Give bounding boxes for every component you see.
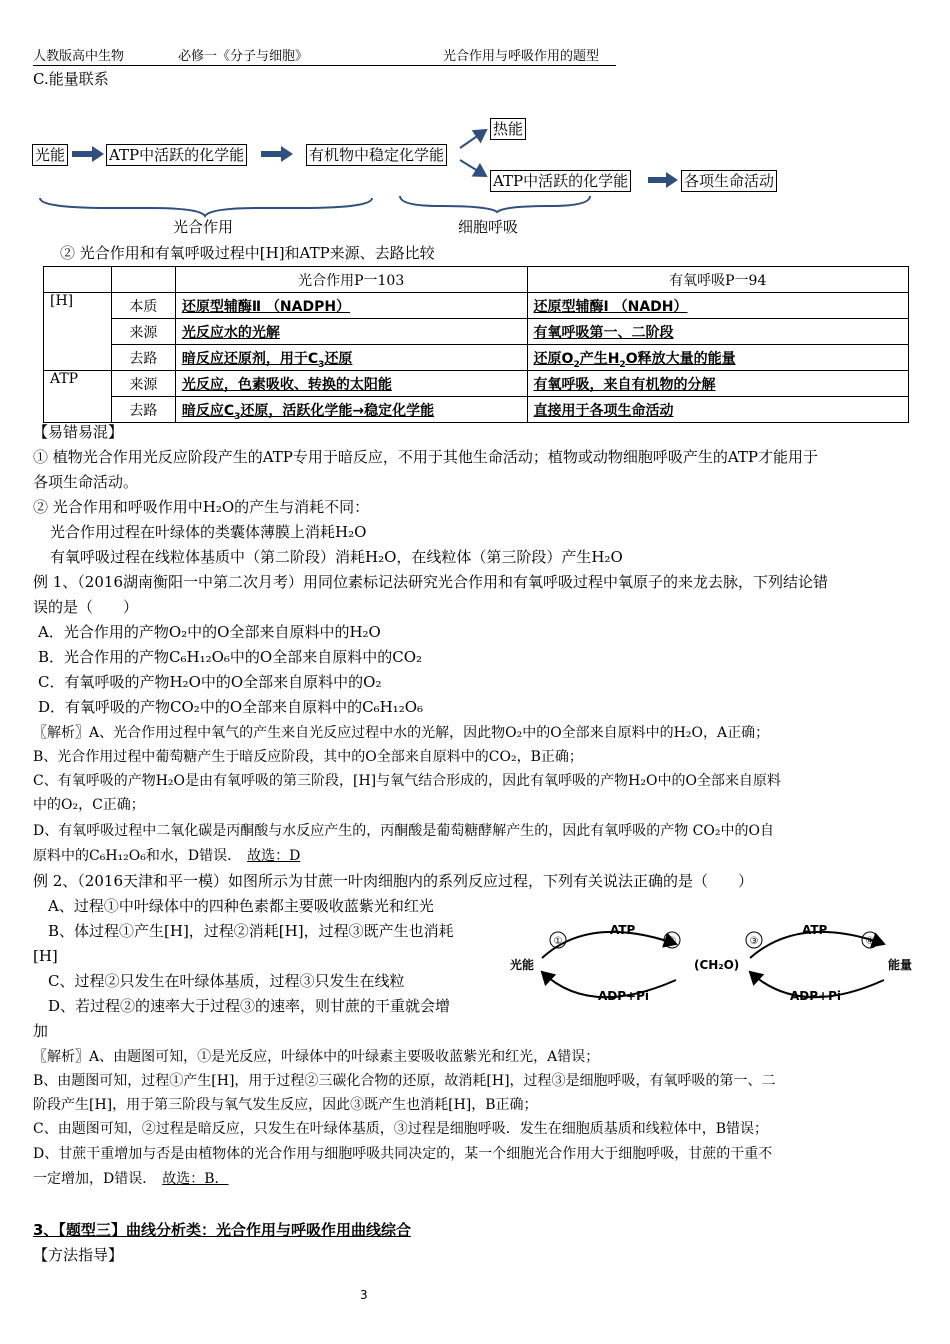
ex1-solution-1: 〖解析〗A、光合作用过程中氧气的产生来自光反应过程中水的光解，因此物O₂中的O全部来自原料中的H₂O，A正确； xyxy=(33,725,770,741)
diagram-step-4: ④ xyxy=(865,936,875,947)
diagram-energy: 能量 xyxy=(888,958,913,972)
ex2-solution-6: 一定增加，D错误． xyxy=(33,1171,157,1187)
ex2-solution-4: C、由题图可知，②过程是暗反应，只发生在叶绿体基质，③过程是细胞呼吸．发生在细胞质基质和线粒体中，B错误； xyxy=(33,1121,768,1137)
flow-arrow-2 xyxy=(261,146,293,162)
row-nature-label: 本质 xyxy=(111,293,175,319)
col-respiration: 有氧呼吸P一94 xyxy=(527,267,908,293)
header-rule xyxy=(33,65,616,66)
ex2-option-b2: [H] xyxy=(33,947,58,965)
ex1-option-b: B．光合作用的产物C₆H₁₂O₆中的O全部来自原料中的CO₂ xyxy=(38,648,423,666)
flow-arrows xyxy=(0,100,950,220)
row-atp-source-label: 来源 xyxy=(111,371,175,397)
diagram-atp-2: ATP xyxy=(802,923,828,937)
diagram-adp-2: ADP+Pi xyxy=(790,989,842,1003)
ex1-solution-4: 中的O₂，C正确； xyxy=(33,797,145,813)
ex2-option-b1: B、体过程①产生[H]，过程②消耗[H]，过程③既产生也消耗 xyxy=(48,922,454,940)
confuse-p1a: ① 植物光合作用光反应阶段产生的ATP专用于暗反应，不用于其他生命活动；植物或动物细胞呼吸产生的ATP才能用于 xyxy=(33,448,818,466)
row-source-label: 来源 xyxy=(111,319,175,345)
comparison-table xyxy=(43,266,909,423)
ex2-option-d1: D、若过程②的速率大于过程③的速率，则甘蔗的干重就会增 xyxy=(48,997,451,1015)
h-nature-resp: 还原型辅酶Ⅰ （NADH） xyxy=(527,293,908,319)
h-source-photo: 光反应水的光解 xyxy=(175,319,527,345)
header-book: 人教版高中生物 xyxy=(33,49,125,64)
flow-heat-box: 热能 xyxy=(490,118,526,140)
table-row xyxy=(44,293,909,319)
ex2-solution-1: 〖解析〗A、由题图可知，①是光反应，叶绿体中的叶绿素主要吸收蓝紫光和红光，A错误； xyxy=(33,1049,600,1065)
diagram-step-3: ③ xyxy=(749,936,759,947)
table-row xyxy=(44,397,909,423)
flow-arrow-3 xyxy=(648,172,678,188)
atp-source-photo: 光反应，色素吸收、转换的太阳能 xyxy=(175,371,527,397)
h-source-resp: 有氧呼吸第一、二阶段 xyxy=(527,319,908,345)
ex1-option-a: A．光合作用的产物O₂中的O全部来自原料中的H₂O xyxy=(38,623,381,641)
ex1-solution-6: 原料中的C₆H₁₂O₆和水，D错误． xyxy=(33,848,242,864)
ex2-solution-5: D、甘蔗干重增加与否是由植物体的光合作用与细胞呼吸共同决定的，某一个细胞光合作用大于细胞呼吸，甘蔗的干重不 xyxy=(33,1146,773,1162)
ex2-answer: 故选：B． xyxy=(162,1171,229,1187)
col-photosynthesis: 光合作用P一103 xyxy=(175,267,527,293)
table-row xyxy=(44,345,909,371)
page-number: 3 xyxy=(360,1288,368,1302)
row-dest-label: 去路 xyxy=(111,345,175,371)
table-row xyxy=(44,267,909,293)
table-row xyxy=(44,371,909,397)
header-volume: 必修一《分子与细胞》 xyxy=(178,49,309,64)
table-row xyxy=(44,319,909,345)
flow-atp-box: ATP中活跃的化学能 xyxy=(106,144,247,166)
confuse-p3: 光合作用过程在叶绿体的类囊体薄膜上消耗H₂O xyxy=(50,523,367,541)
type3-title: 3、【题型三】曲线分析类：光合作用与呼吸作用曲线综合 xyxy=(33,1221,411,1239)
flow-atp2-box: ATP中活跃的化学能 xyxy=(490,170,631,192)
atp-source-resp: 有氧呼吸，来自有机物的分解 xyxy=(527,371,908,397)
confuse-title: 【易错易混】 xyxy=(33,423,124,441)
ex2-option-a: A、过程①中叶绿体中的四种色素都主要吸收蓝紫光和红光 xyxy=(48,897,434,915)
ex1-option-c: C．有氧呼吸的产物H₂O中的O全部来自原料中的O₂ xyxy=(38,673,382,691)
ex1-solution-2: B、光合作用过程中葡萄糖产生于暗反应阶段，其中的O全部来自原料中的CO₂，B正确； xyxy=(33,749,583,765)
row-atp-dest-label: 去路 xyxy=(111,397,175,423)
ex1-question-2: 误的是（ ） xyxy=(33,598,139,616)
row-h-label: [H] xyxy=(44,293,112,371)
ex1-answer: 故选：D xyxy=(247,848,301,864)
reaction-diagram xyxy=(500,918,920,1018)
diagram-step-1: ① xyxy=(553,936,563,947)
ex1-option-d: D．有氧呼吸的产物CO₂中的O全部来自原料中的C₆H₁₂O₆ xyxy=(38,698,424,716)
h-nature-photo: 还原型辅酶Ⅱ （NADPH） xyxy=(175,293,527,319)
confuse-p1b: 各项生命活动。 xyxy=(33,473,139,491)
atp-dest-photo: 暗反应$C_3$还原，活跃化学能→稳定化学能 xyxy=(175,397,527,423)
flow-respiration-label: 细胞呼吸 xyxy=(458,218,519,236)
confuse-p4: 有氧呼吸过程在线粒体基质中（第二阶段）消耗H₂O，在线粒体（第三阶段）产生H₂O xyxy=(50,548,623,566)
compare-title: ② 光合作用和有氧呼吸过程中[H]和ATP来源、去路比较 xyxy=(60,244,435,262)
ex2-option-c: C、过程②只发生在叶绿体基质，过程③只发生在线粒 xyxy=(48,972,405,990)
method-title: 【方法指导】 xyxy=(33,1246,124,1264)
ex2-solution-3: 阶段产生[H]，用于第三阶段与氧气发生反应，因此③既产生也消耗[H]，B正确； xyxy=(33,1097,538,1113)
diagram-ch2o: (CH₂O) xyxy=(694,958,740,972)
ex1-solution-3: C、有氧呼吸的产物H₂O是由有氧呼吸的第三阶段，[H]与氧气结合形成的，因此有氧呼吸的产物H₂O中的O全部来自原料 xyxy=(33,773,781,789)
flow-light-box: 光能 xyxy=(32,144,68,166)
flow-activities-box: 各项生命活动 xyxy=(681,170,777,192)
diagram-light: 光能 xyxy=(510,958,535,972)
ex2-solution-2: B、由题图可知，过程①产生[H]，用于过程②三碳化合物的还原，故消耗[H]，过程③是细胞呼吸，有氧呼吸的第一、二 xyxy=(33,1073,776,1089)
diagram-atp-1: ATP xyxy=(610,923,636,937)
atp-dest-resp: 直接用于各项生命活动 xyxy=(527,397,908,423)
diagram-step-2: ② xyxy=(667,936,677,947)
flow-photosynthesis-label: 光合作用 xyxy=(173,218,234,236)
confuse-p2: ② 光合作用和呼吸作用中H₂O的产生与消耗不同： xyxy=(33,498,370,516)
ex1-question-1: 例 1、（2016湖南衡阳一中第二次月考）用同位素标记法研究光合作用和有氧呼吸过程中氧原子的来龙去脉，下列结论错 xyxy=(33,573,828,591)
flow-organic-box: 有机物中稳定化学能 xyxy=(306,144,447,166)
ex1-solution-5: D、有氧呼吸过程中二氧化碳是丙酮酸与水反应产生的，丙酮酸是葡萄糖酵解产生的，因此有氧呼吸的产物 CO₂中的O自 xyxy=(33,823,774,839)
header-topic: 光合作用与呼吸作用的题型 xyxy=(443,49,600,64)
diagram-adp-1: ADP+Pi xyxy=(598,989,650,1003)
row-atp-label: ATP xyxy=(44,371,112,423)
h-dest-photo: 暗反应还原剂，用于$C_3$还原 xyxy=(175,345,527,371)
ex2-question: 例 2、（2016天津和平一模）如图所示为甘蔗一叶肉细胞内的系列反应过程，下列有关说法正确的是（ ） xyxy=(33,872,753,890)
h-dest-resp: 还原$O_2$产生$H_2O$释放大量的能量 xyxy=(527,345,908,371)
flow-arrow-1 xyxy=(72,146,104,162)
ex2-option-d2: 加 xyxy=(33,1022,49,1040)
section-c-title: C.能量联系 xyxy=(33,70,109,88)
